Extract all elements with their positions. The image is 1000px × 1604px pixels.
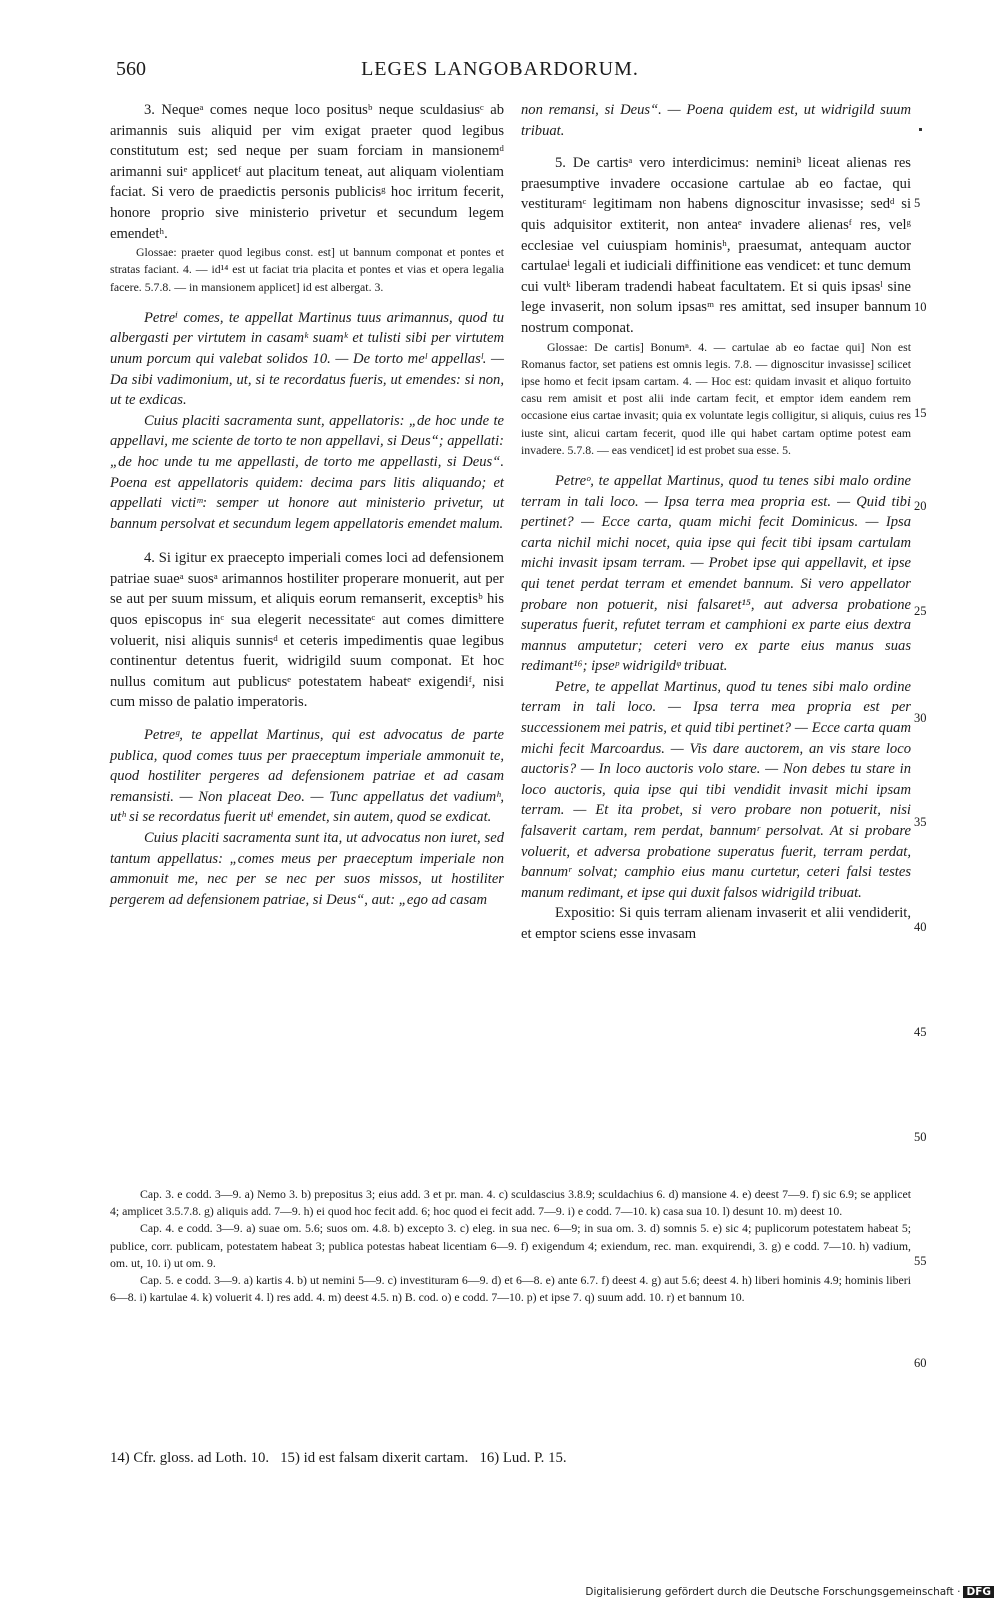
chapter-3-text: 3. Nequeᵃ comes neque loco positusᵇ neque sculdasiusᶜ ab arimannis suis aliquid per vim exigat praeter quod legibus constitutum est; sed neque per suam forciam in mansionemᵈ arimanni suiᵉ applicetᶠ aut placitum teneat, aut aliquam violentiam faciat. Si vero de praedictis personis publicisᵍ hoc irritum fecerit, honore proprio sive ministerio privetur et secundum legem emendetʰ. xyxy=(110,102,504,242)
apparatus-chapter-4: Cap. 4. e codd. 3—9. a) suae om. 5.6; suos om. 4.8. b) excepto 3. c) eleg. in sua nec. 6—9; in sua om. 3. d) somnis 5. e) sic 4; puplicorum potestatem habeat 5; publice, corr. publicam, potestatem habeat 3; publica potestas habeat licentiam 6—9. f) exigendum 4; exiendum, rec. man. exquirendi, 3. g) e codd. 7—10. h) vadium, om. ut, 10. i) ut om. 9. xyxy=(110,1221,911,1270)
right-text-column xyxy=(521,100,911,945)
left-text-column xyxy=(110,100,504,910)
line-number: 25 xyxy=(914,604,927,618)
line-number: 5 xyxy=(914,196,921,210)
line-number: 20 xyxy=(914,499,927,513)
line-number: 50 xyxy=(914,1130,927,1144)
apparatus-chapter-5: Cap. 5. e codd. 3—9. a) kartis 4. b) ut nemini 5—9. c) investituram 6—9. d) et 6—8. e) ante 6.7. f) deest 4. g) aut 5.6; deest 4. h) liberi hominis 4.9; hominis liberi 6—8. i) kartulae 4. k) voluerit 4. l) res add. 4. m) deest 4.5. n) B. cod. o) e codd. 7—10. p) et ipse 7. q) suum add. 10. r) et bannum 10. xyxy=(110,1273,911,1305)
formula-chapter-5-b: Petre, te appellat Martinus, quod tu tenes sibi malo ordine terram in tali loco. — Ipsa terra mea propria est per successionem mei patris, et quid tibi pertinet? — Ecce carta quam michi fecit Marcoardus. — Vis dare auctorem, an vis stare loco auctoris? — In loco auctoris volo stare. — Non debes tu stare in loco auctoris, quia ipse qui tibi vendidit invasit michi ipsam terram. — Et ita probet, si vero probare non potuerit, nisi falsaverit cartam, rem perdat, bannumʳ persolvat. At si probare voluerit, et adversa probatione superatus fuerit, terram perdat, bannumʳ solvat; camphio eius manu curtetur, ceteri falsi testes manum redimant, et ipse qui duxit falsos widrigild tribuat. xyxy=(521,678,911,901)
editorial-notes: 14) Cfr. gloss. ad Loth. 10. 15) id est falsam dixerit cartam. 16) Lud. P. 15. xyxy=(110,1450,567,1466)
line-number: 30 xyxy=(914,711,927,725)
notes-separator xyxy=(110,1182,911,1183)
page-number: 560 xyxy=(116,58,146,80)
line-number: 15 xyxy=(914,406,927,420)
placitum-chapter-4-end: non remansi, si Deus“. — Poena quidem est, ut widrigild suum tribuat. xyxy=(521,102,911,139)
formula-chapter-5-a: Petreᵒ, te appellat Martinus, quod tu tenes sibi malo ordine terram in tali loco. — Ipsa terra mea propria est. — Quid tibi pertinet? — Ecce carta, quam michi fecit Dominicus. — Ipsa carta nichil michi nocet, quia ipse qui fecit tibi ipsam cartulam michi invasit ipsam terram. — Probet ipse qui appellavit, et ipse qui tenet perdat terram et emendet bannum. Si vero appellator probare non potuerit, nisi falsaret¹⁵, aut adversa probatione superatus fuerit, refutet terram et camphioni ex parte eius dextra mannus amputetur; ceteri vero ex parte eius manus suas redimant¹⁶; ipseᵖ widrigildᵠ tribuat. xyxy=(521,472,911,675)
running-title: LEGES LANGOBARDORUM. xyxy=(361,58,639,80)
dfg-logo: DFG xyxy=(963,1586,994,1598)
line-number: 60 xyxy=(914,1356,927,1370)
credit-text: Digitalisierung gefördert durch die Deutsche Forschungsgemeinschaft · xyxy=(585,1586,961,1598)
line-number: 55 xyxy=(914,1254,927,1268)
line-number: 35 xyxy=(914,815,927,829)
formula-chapter-3: Petreⁱ comes, te appellat Martinus tuus arimannus, quod tu albergasti per virtutem in casamᵏ suamᵏ et tulisti sibi per virtutem unum porcum qui valebat solidos 10. — De torto meˡ appellasˡ. — Da sibi vadimonium, ut, si te recordatus fueris, ut emendes: si non, ut te exdicas. xyxy=(110,309,504,409)
chapter-5-text: 5. De cartisᵃ vero interdicimus: neminiᵇ liceat alienas res praesumptive invadere occasione cartulae ab eo factae, qui vestituramᶜ legitimam non habens dignoscitur invasisse; sedᵈ si quis adquisitor extiterit, non anteaᵉ invadere alienasᶠ res, velᵍ ecclesiae vel cuiuspiam hominisʰ, praesumat, antequam auctor cartulaeⁱ legali et iudiciali diffinitione eas vendicet: et tunc demum cui vultᵏ liberam tradendi habeat facultatem. Et si quis ipsasˡ sine lege invaserit, non solum ipsasᵐ res amittat, sed insuper bannum nostrum componat. xyxy=(521,155,911,336)
apparatus-chapter-3: Cap. 3. e codd. 3—9. a) Nemo 3. b) prepositus 3; eius add. 3 et pr. man. 4. c) sculdascius 3.8.9; sculdachius 6. d) mansione 4. e) deest 7—9. f) sic 6.9; se applicet 4; amplicet 3.5.7.8. g) aliquis add. 7—9. h) ei quod hoc fecit add. 6; hoc quod ei fecit add. 7—9. i) e codd. 7—10. k) casa sua 10. l) desunt 10. m) deest 10. xyxy=(110,1187,911,1219)
line-number: 40 xyxy=(914,920,927,934)
placitum-chapter-3: Cuius placiti sacramenta sunt, appellatoris: „de hoc unde te appellavi, me sciente de torto te non appellavi, si Deus“; appellati: „de hoc unde tu me appellasti, de torto me appellasti, si Deus“. Poena est appellatoris quidem: decima pars litis aliquando; et appellati victiᵐ: semper ut honore aut ministerio privetur, ut bannum persolvat et secundum legem appellatoris emendet malum. xyxy=(110,412,504,532)
margin-dot xyxy=(919,128,922,131)
page-header xyxy=(0,58,1000,88)
glossae-chapter-3: Glossae: praeter quod legibus const. est] ut bannum componat et pontes et stratas faciant. 4. — id¹⁴ est ut faciat tria placita et pontes et vias et opera legalia facere. 5.7.8. — in mansionem applicet] id est albergat. 3. xyxy=(110,245,504,294)
placitum-chapter-4: Cuius placiti sacramenta sunt ita, ut advocatus non iuret, sed tantum appellatus: „comes meus per praeceptum imperiale non ammonuit me, nec per se nec per suos missos, ut hostiliter pergerem ad defensionem patriae, si Deus“, aut: „ego ad casam xyxy=(110,830,504,908)
line-number: 45 xyxy=(914,1025,927,1039)
glossae-chapter-5: Glossae: De cartis] Bonumⁿ. 4. — cartulae ab eo factae qui] Non est Romanus factor, set patiens est omnis legis. 7.8. — dignoscitur invasisse] scilicet ipse homo et fecit ipsam cartam. 4. — Hoc est: quidam invasit et aliquo fortuito casu rem amisit et post alii inde cartam fecit, et emptor idem eandem rem occasione eius cartae invasit; quia ex voluntate legis colligitur, si aliquis, cuius res iuste sint, alicui cartam fecerit, quod ille qui habet cartam optime potest eam invadere. 5.7.8. — eas vendicet] id est probet sua esse. 5. xyxy=(521,339,911,457)
formula-chapter-4: Petreᵍ, te appellat Martinus, qui est advocatus de parte publica, quod comes tuus per praeceptum imperiale ammonuit te, quod hostiliter pergeres ad defensionem patriae et ad casam remansisti. — Non placeat Deo. — Tunc appellatus det vadiumʰ, utʰ si se recordatus fuerit utⁱ emendet, sin autem, quod se exdicat. xyxy=(110,727,504,826)
critical-apparatus xyxy=(110,1186,911,1306)
chapter-4-text: 4. Si igitur ex praecepto imperiali comes loci ad defensionem patriae suaeᵃ suosᵃ arimannos hostiliter properare monuerit, aut per se aut per suum missum, et aliquis eorum remanserit, exceptisᵇ his quos episcopus inᶜ sua elegerit necessitateᶜ aut comes dimittere voluerit, nisi aliquis sunnisᵈ et ceteris impedimentis quae legibus continentur detentus fuerit, widrigild suum componat. Et hoc nullus comitum aut publicusᵉ potestatem habeatᵉ exigendiᶠ, nisi cum misso de palatio imperatoris. xyxy=(110,550,504,711)
digitization-credit xyxy=(585,1586,994,1598)
line-number: 10 xyxy=(914,300,927,314)
expositio: Expositio: Si quis terram alienam invaserit et alii vendiderit, et emptor sciens esse invasam xyxy=(521,905,911,943)
